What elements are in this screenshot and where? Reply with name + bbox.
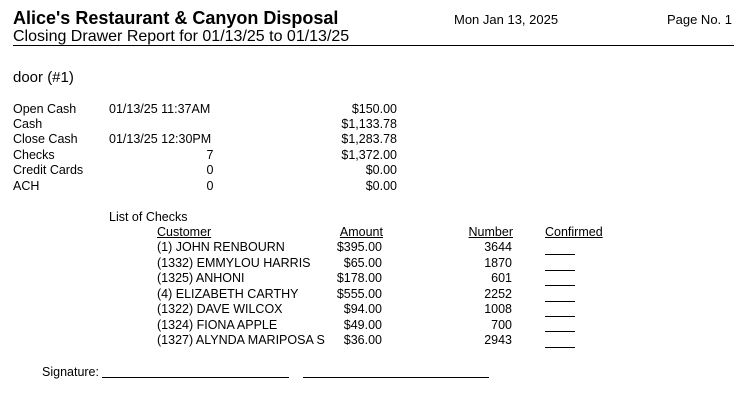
confirmed-blank [545,254,575,255]
summary-detail: 01/13/25 12:30PM [109,132,212,146]
confirmed-blank [545,301,575,302]
summary-detail: 0 [206,163,214,177]
confirmed-blank [545,331,575,332]
check-amount: $49.00 [343,318,382,332]
check-customer: (1322) DAVE WILCOX [157,302,283,316]
check-amount: $94.00 [343,302,382,316]
summary-amount: $150.00 [351,102,397,116]
check-customer: (1332) EMMYLOU HARRIS [157,256,311,270]
column-header-number: Number [468,225,513,239]
check-amount: $555.00 [336,287,382,301]
check-number: 601 [491,271,512,285]
check-customer: (4) ELIZABETH CARTHY [157,287,299,301]
check-customer: (1324) FIONA APPLE [157,318,278,332]
summary-amount: $1,372.00 [341,148,397,162]
check-number: 3644 [484,240,512,254]
check-amount: $395.00 [336,240,382,254]
drawer-name: door (#1) [13,69,74,86]
check-number: 700 [491,318,512,332]
company-name: Alice's Restaurant & Canyon Disposal [13,8,339,28]
summary-label: Credit Cards [13,163,84,177]
column-header-confirmed: Confirmed [545,225,603,239]
column-header-customer: Customer [157,225,212,239]
check-number: 2943 [484,333,512,347]
check-amount: $65.00 [343,256,382,270]
summary-amount: $0.00 [365,179,397,193]
confirmed-blank [545,347,575,348]
check-amount: $36.00 [343,333,382,347]
check-number: 1870 [484,256,512,270]
report-date: Mon Jan 13, 2025 [454,12,559,27]
check-customer: (1327) ALYNDA MARIPOSA S [157,333,325,347]
checks-title: List of Checks [109,210,188,224]
summary-label: Close Cash [13,132,78,146]
summary-amount: $1,283.78 [341,132,397,146]
summary-label: Open Cash [13,102,77,116]
signature-label: Signature: [42,365,99,379]
signature-line [102,377,289,378]
page-number: Page No. 1 [666,12,732,27]
signature-line-second [303,377,489,378]
column-header-amount: Amount [339,225,383,239]
summary-label: Cash [13,117,43,131]
header-divider [13,45,734,46]
summary-amount: $1,133.78 [341,117,397,131]
confirmed-blank [545,285,575,286]
confirmed-blank [545,270,575,271]
summary-detail: 01/13/25 11:37AM [109,102,211,116]
summary-amount: $0.00 [365,163,397,177]
check-customer: (1) JOHN RENBOURN [157,240,285,254]
check-customer: (1325) ANHONI [157,271,245,285]
check-number: 1008 [484,302,512,316]
summary-detail: 7 [206,148,214,162]
confirmed-blank [545,316,575,317]
summary-label: ACH [13,179,40,193]
summary-label: Checks [13,148,55,162]
check-number: 2252 [484,287,512,301]
summary-detail: 0 [206,179,214,193]
check-amount: $178.00 [336,271,382,285]
report-title: Closing Drawer Report for 01/13/25 to 01/13/25 [13,28,350,45]
